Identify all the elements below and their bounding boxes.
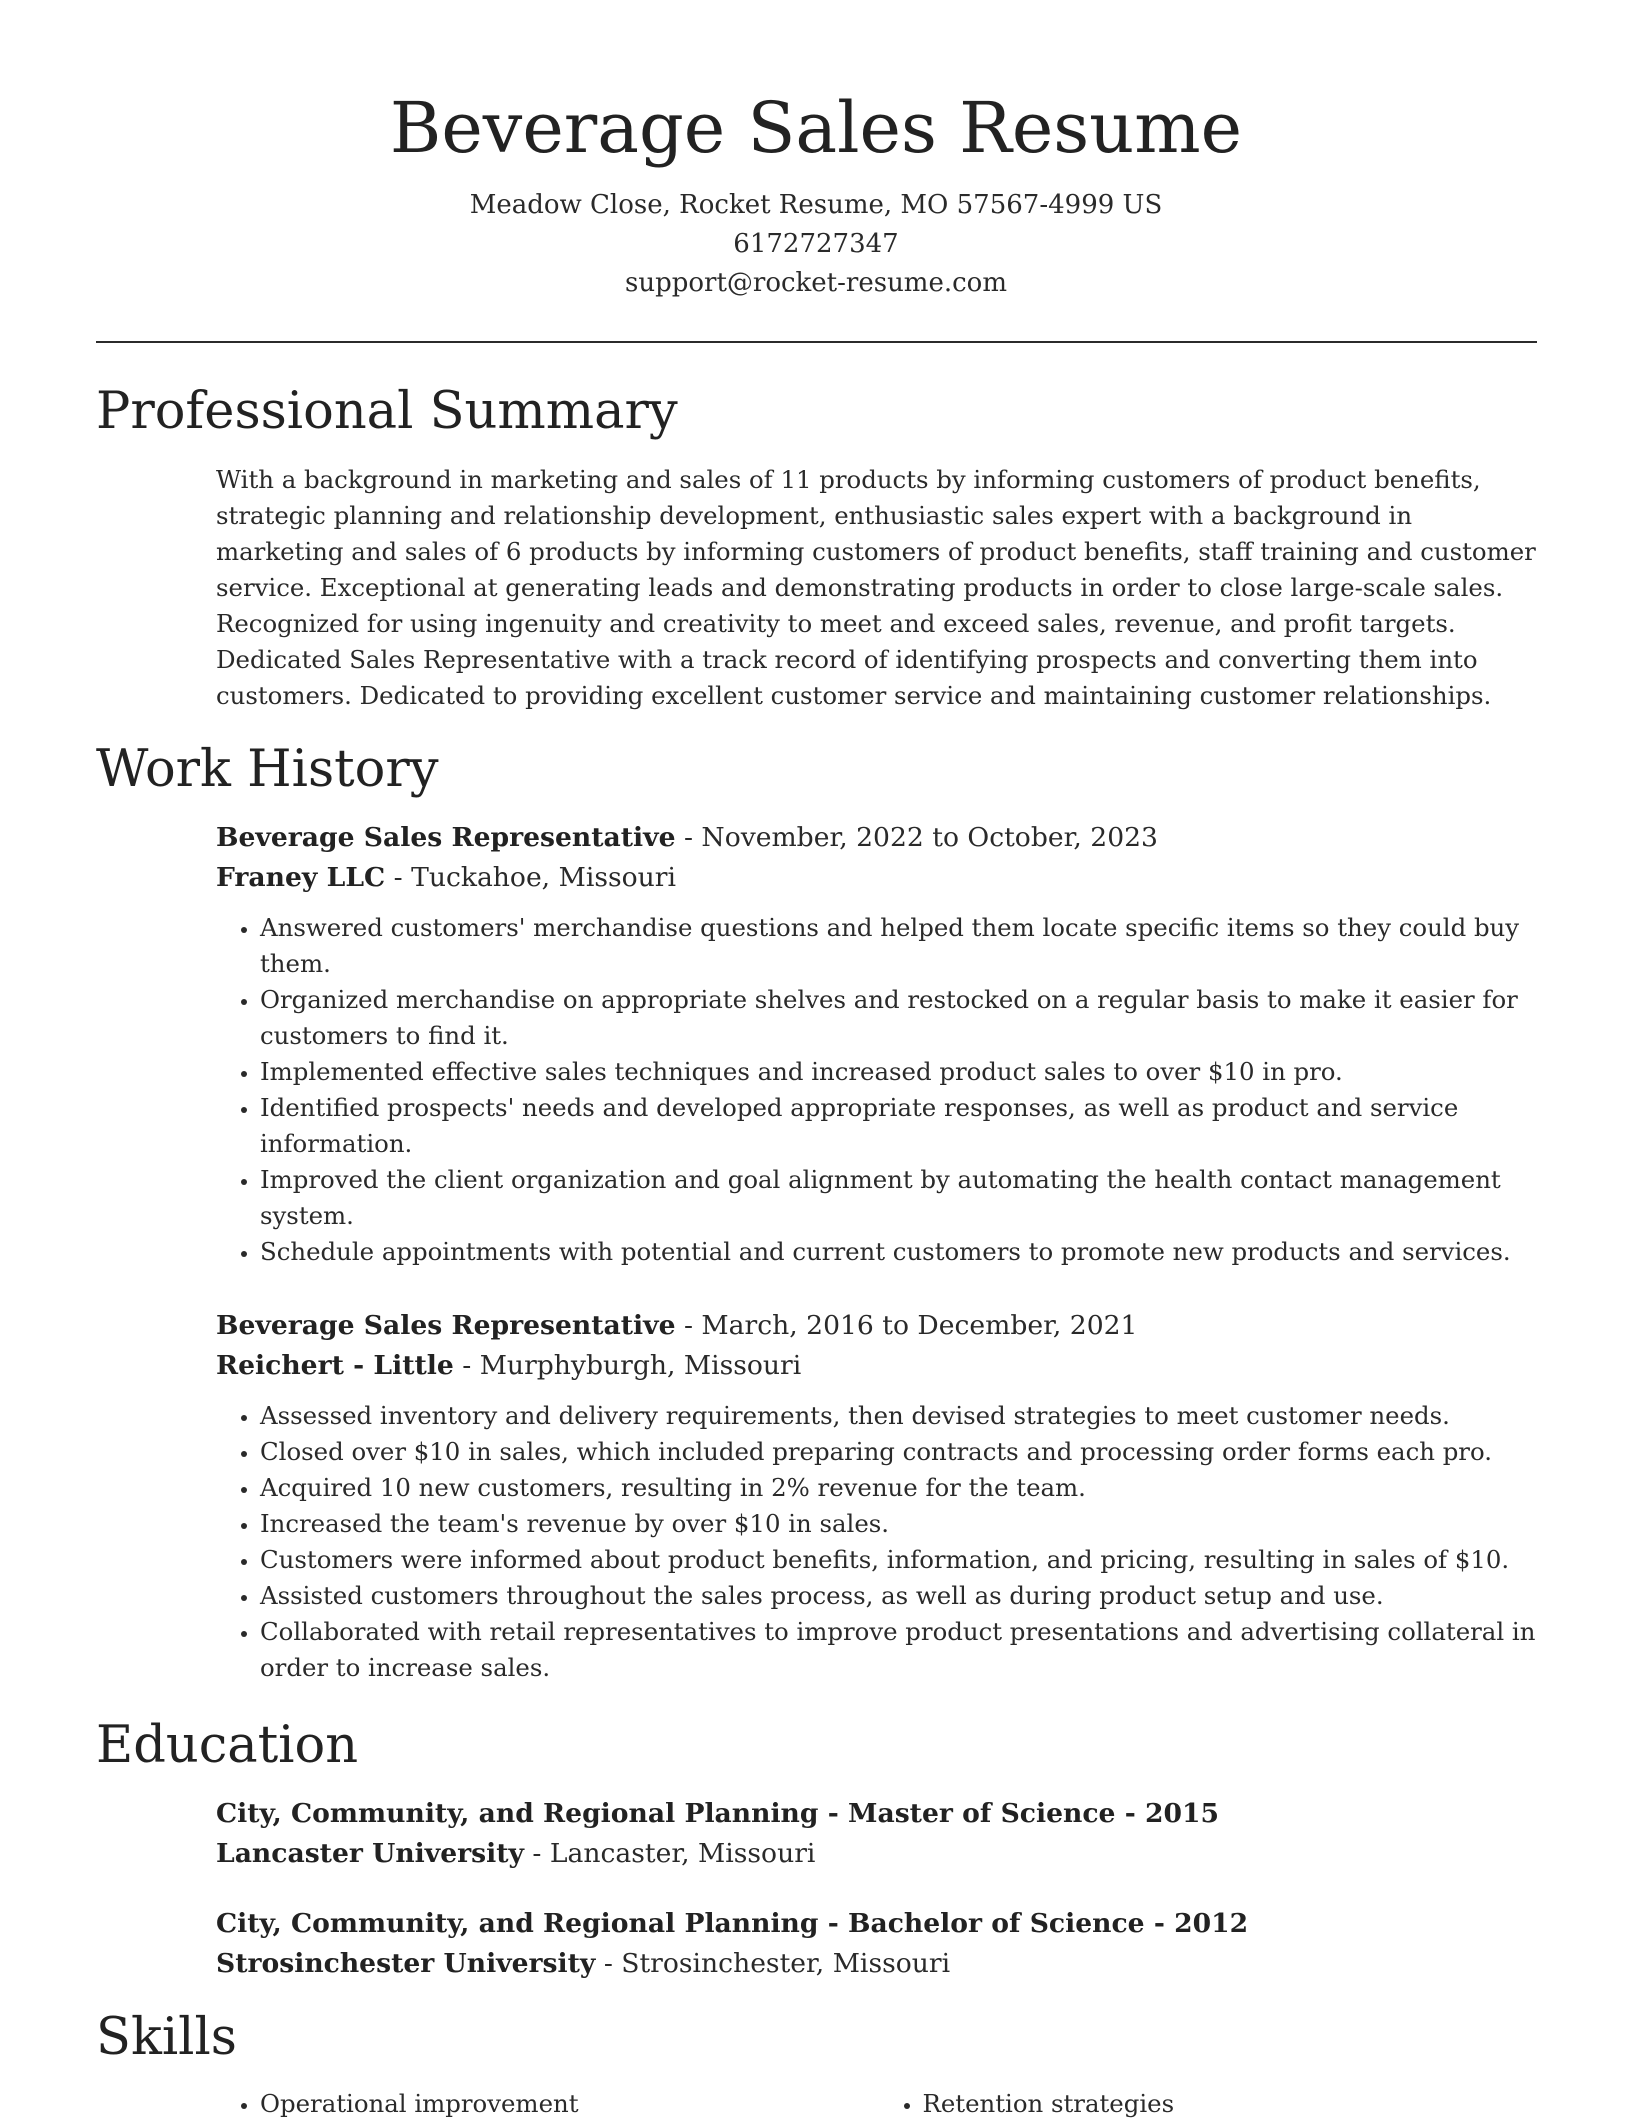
contact-address: Meadow Close, Rocket Resume, MO 57567-4999 US	[469, 190, 1163, 220]
job-bullet: • Answered customers' merchandise questions and helped them locate specific items so they could buy them.	[260, 910, 1541, 982]
skill-item: • Operational improvement	[260, 2086, 879, 2122]
job-company: Franey LLC	[216, 862, 386, 893]
job-bullet: • Organized merchandise on appropriate shelves and restocked on a regular basis to make it easier for customers to find it.	[260, 982, 1541, 1054]
job-dates: - November, 2022 to October, 2023	[675, 822, 1158, 853]
skill-item: • Retention strategies	[923, 2086, 1542, 2122]
education-school-line	[216, 1944, 1541, 1984]
school-location: - Strosinchester, Missouri	[595, 1948, 951, 1979]
resume-title: Beverage Sales Resume	[389, 87, 1243, 169]
job-location: - Murphyburgh, Missouri	[453, 1350, 802, 1381]
education-degree	[216, 1904, 1541, 1944]
education-entry	[216, 1794, 1541, 1874]
job-bullets	[216, 910, 1541, 1270]
job-bullet: • Identified prospects' needs and developed appropriate responses, as well as product and service information.	[260, 1090, 1541, 1162]
education-entry	[216, 1904, 1541, 1984]
summary-section	[216, 462, 1541, 714]
resume-header	[0, 78, 1632, 303]
summary-text: With a background in marketing and sales of 11 products by informing customers of product benefits, strategic planning and relationship development, enthusiastic sales expert with a background in marketing and sales of 6 products by informing customers of product benefits, staff training and customer service. Exceptional at generating leads and demonstrating products in order to close large-scale sales. Recognized for using ingenuity and creativity to meet and exceed sales, revenue, and profit targets. Dedicated Sales Representative with a track record of identifying prospects and converting them into customers. Dedicated to providing excellent customer service and maintaining customer relationships.	[216, 465, 1536, 710]
job-role: Beverage Sales Representative	[216, 822, 676, 853]
job-entry	[216, 1306, 1541, 1686]
job-bullet: • Customers were informed about product benefits, information, and pricing, resulting in sales of $10.	[260, 1542, 1541, 1578]
degree-line: City, Community, and Regional Planning - Bachelor of Science - 2012	[216, 1908, 1249, 1939]
school-name: Strosinchester University	[216, 1948, 596, 1979]
job-bullet: • Collaborated with retail representatives to improve product presentations and advertising collateral in order to increase sales.	[260, 1614, 1541, 1686]
job-bullet: • Assisted customers throughout the sales process, as well as during product setup and use.	[260, 1578, 1541, 1614]
job-dates: - March, 2016 to December, 2021	[675, 1310, 1138, 1341]
education-degree	[216, 1794, 1541, 1834]
job-role: Beverage Sales Representative	[216, 1310, 676, 1341]
education-heading: Education	[96, 1716, 359, 1775]
education-school-line	[216, 1834, 1541, 1874]
job-company: Reichert - Little	[216, 1350, 454, 1381]
school-location: - Lancaster, Missouri	[523, 1838, 816, 1869]
job-bullet: • Assessed inventory and delivery requirements, then devised strategies to meet customer needs.	[260, 1398, 1541, 1434]
work-history-heading: Work History	[96, 740, 439, 799]
job-title-line	[216, 818, 1541, 858]
job-bullet: • Closed over $10 in sales, which included preparing contracts and processing order forms each pro.	[260, 1434, 1541, 1470]
contact-email: support@rocket-resume.com	[624, 268, 1007, 298]
skills-column-left	[216, 2086, 879, 2122]
header-divider	[96, 341, 1537, 343]
job-entry	[216, 818, 1541, 1270]
job-bullet: • Improved the client organization and goal alignment by automating the health contact management system.	[260, 1162, 1541, 1234]
degree-line: City, Community, and Regional Planning - Master of Science - 2015	[216, 1798, 1220, 1829]
summary-heading: Professional Summary	[96, 382, 678, 441]
job-company-line	[216, 858, 1541, 898]
job-company-line	[216, 1346, 1541, 1386]
job-bullet: • Acquired 10 new customers, resulting in 2% revenue for the team.	[260, 1470, 1541, 1506]
contact-phone: 6172727347	[733, 229, 899, 259]
skills-list	[216, 2086, 1541, 2122]
skills-heading: Skills	[96, 2008, 237, 2067]
job-bullet: • Implemented effective sales techniques and increased product sales to over $10 in pro.	[260, 1054, 1541, 1090]
job-title-line	[216, 1306, 1541, 1346]
job-bullets	[216, 1398, 1541, 1686]
job-bullet: • Increased the team's revenue by over $10 in sales.	[260, 1506, 1541, 1542]
skills-column-right	[879, 2086, 1542, 2122]
school-name: Lancaster University	[216, 1838, 524, 1869]
job-bullet: • Schedule appointments with potential and current customers to promote new products and services.	[260, 1234, 1541, 1270]
job-location: - Tuckahoe, Missouri	[385, 862, 676, 893]
